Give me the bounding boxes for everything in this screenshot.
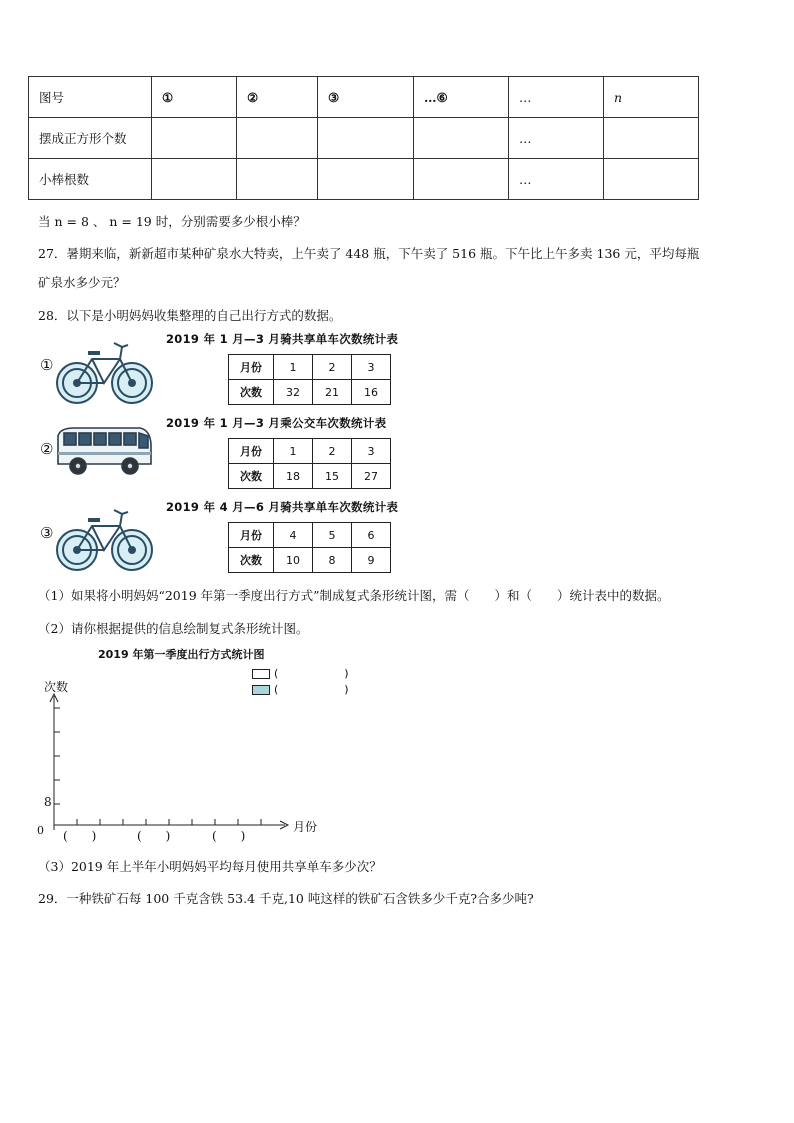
table-cell: ③ xyxy=(318,77,414,118)
table-row xyxy=(229,548,391,573)
table-cell: 4 xyxy=(274,523,313,548)
x-placeholder-3: ( ) xyxy=(212,829,246,843)
table-cell: 18 xyxy=(274,464,313,489)
table-cell: … xyxy=(509,77,604,118)
legend-swatch-1 xyxy=(252,669,270,679)
table-cell xyxy=(604,159,699,200)
table-title-2: 2019 年 1 月—3 月乘公交车次数统计表 xyxy=(166,416,387,430)
marker-2: ② xyxy=(40,440,54,458)
table-cell: 21 xyxy=(313,380,352,405)
table-title-1: 2019 年 1 月—3 月骑共享单车次数统计表 xyxy=(166,332,399,346)
table-row xyxy=(229,523,391,548)
bicycle-icon xyxy=(52,335,156,407)
chart-title: 2019 年第一季度出行方式统计图 xyxy=(98,648,265,661)
table-cell xyxy=(414,118,509,159)
marker-3: ③ xyxy=(40,524,54,542)
table-cell xyxy=(604,118,699,159)
table-cell xyxy=(318,118,414,159)
question-27-line2: 矿泉水多少元？ xyxy=(38,275,126,290)
table-title-3: 2019 年 4 月—6 月骑共享单车次数统计表 xyxy=(166,500,399,514)
table-row xyxy=(229,355,391,380)
question-28-sub3: （3）2019 年上半年小明妈妈平均每月使用共享单车多少次？ xyxy=(38,859,382,874)
question-27-line1: 27．暑期来临，新新超市某种矿泉水大特卖，上午卖了 448 瓶，下午卖了 516 瓶。下午比上午多卖 136 元，平均每瓶 xyxy=(38,246,700,261)
table-row xyxy=(29,118,699,159)
legend-label-2: ( ) xyxy=(274,683,349,696)
table-cell: 6 xyxy=(352,523,391,548)
x-placeholder-2: ( ) xyxy=(137,829,171,843)
table-cell: … xyxy=(509,159,604,200)
table-cell: 9 xyxy=(352,548,391,573)
question-26-tail: 当 n = 8 、 n = 19 时，分别需要多少根小棒？ xyxy=(38,214,306,229)
table-cell: 8 xyxy=(313,548,352,573)
table-cell xyxy=(152,159,237,200)
table-row xyxy=(29,159,699,200)
table-cell: 5 xyxy=(313,523,352,548)
table-cell: 月份 xyxy=(229,355,274,380)
marker-1: ① xyxy=(40,356,54,374)
table-cell: 摆成正方形个数 xyxy=(29,118,152,159)
table-cell: 16 xyxy=(352,380,391,405)
y-axis-label: 次数 xyxy=(44,680,69,694)
origin-label: 0 xyxy=(37,824,44,837)
bicycle-icon xyxy=(52,502,156,574)
table-cell: …⑥ xyxy=(414,77,509,118)
table-cell: ② xyxy=(237,77,318,118)
table-cell: … xyxy=(509,118,604,159)
table-cell: 3 xyxy=(352,355,391,380)
table-row xyxy=(229,439,391,464)
table-cell: 1 xyxy=(274,439,313,464)
table-cell xyxy=(152,118,237,159)
table-cell: 2 xyxy=(313,439,352,464)
y-tick-label: 8 xyxy=(44,795,52,809)
table-cell xyxy=(414,159,509,200)
chart-axes xyxy=(40,690,300,840)
table-cell: 32 xyxy=(274,380,313,405)
question-28-intro: 28．以下是小明妈妈收集整理的自己出行方式的数据。 xyxy=(38,308,342,323)
table-cell xyxy=(237,159,318,200)
x-axis-label: 月份 xyxy=(293,820,318,834)
question-28-sub2: （2）请你根据提供的信息绘制复式条形统计图。 xyxy=(38,621,309,636)
question-28-sub1: （1）如果将小明妈妈“2019 年第一季度出行方式”制成复式条形统计图，需（ ）和（ ）统计表中的数据。 xyxy=(38,588,670,603)
table-cell: 次数 xyxy=(229,380,274,405)
table-cell: 次数 xyxy=(229,464,274,489)
table-row xyxy=(229,380,391,405)
stat-table-3 xyxy=(228,522,391,573)
table-cell: 27 xyxy=(352,464,391,489)
table-cell: 1 xyxy=(274,355,313,380)
question-29: 29．一种铁矿石每 100 千克含铁 53.4 千克,10 吨这样的铁矿石含铁多少千克?合多少吨? xyxy=(38,891,534,906)
stat-table-2 xyxy=(228,438,391,489)
stat-table-1 xyxy=(228,354,391,405)
table-cell: 15 xyxy=(313,464,352,489)
table-cell: 次数 xyxy=(229,548,274,573)
table-cell: 3 xyxy=(352,439,391,464)
table-cell: ① xyxy=(152,77,237,118)
legend-label-1: ( ) xyxy=(274,667,349,680)
figure-table xyxy=(28,76,699,200)
bus-icon xyxy=(54,424,154,480)
table-cell: n xyxy=(604,77,699,118)
table-row xyxy=(229,464,391,489)
x-placeholder-1: ( ) xyxy=(63,829,97,843)
table-cell: 图号 xyxy=(29,77,152,118)
table-row xyxy=(29,77,699,118)
table-cell: 小棒根数 xyxy=(29,159,152,200)
table-cell: 月份 xyxy=(229,523,274,548)
table-cell xyxy=(237,118,318,159)
table-cell: 月份 xyxy=(229,439,274,464)
table-cell: 10 xyxy=(274,548,313,573)
table-cell: 2 xyxy=(313,355,352,380)
table-cell xyxy=(318,159,414,200)
